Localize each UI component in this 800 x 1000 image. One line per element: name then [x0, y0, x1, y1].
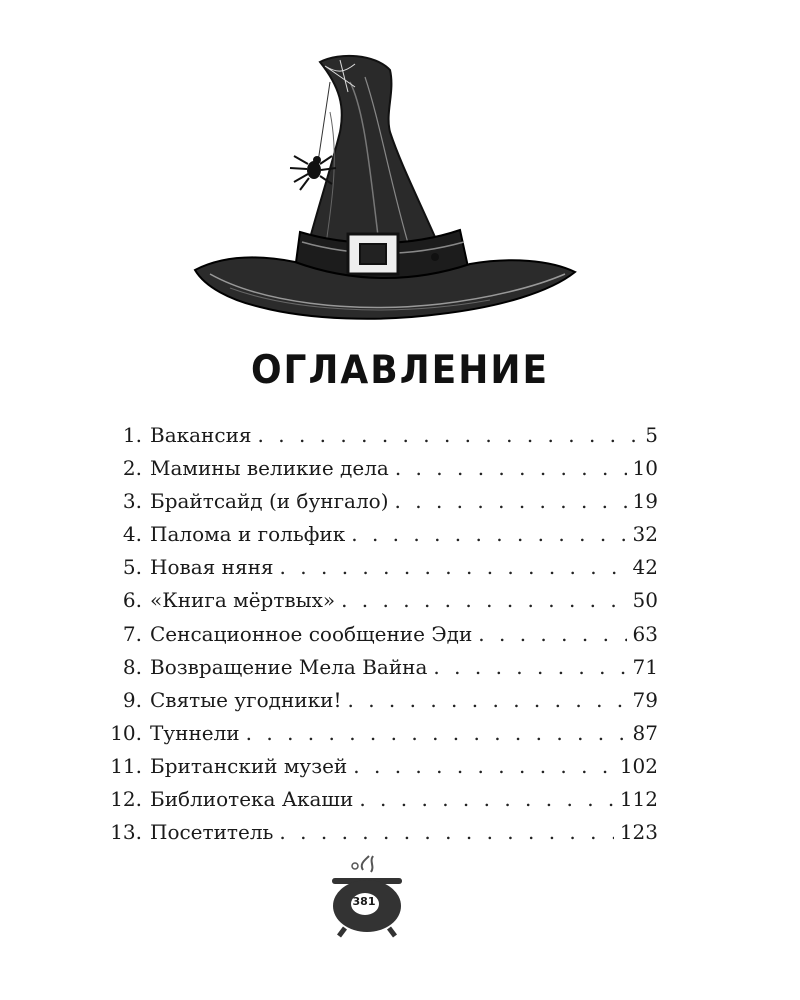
toc-leader-dots: [347, 688, 626, 712]
toc-entry-page: 50: [632, 588, 658, 613]
toc-entry: [90, 588, 658, 621]
toc-entry-number: 6.: [122, 588, 142, 613]
toc-leader-dots: [359, 787, 613, 811]
toc-entry-page: 19: [632, 489, 658, 514]
toc-entry-number: 1.: [122, 423, 142, 447]
toc-entry: [90, 820, 658, 853]
toc-leader-dots: [258, 423, 640, 447]
toc-entry-page: 123: [619, 820, 658, 845]
page-title: ОГЛАВЛЕНИЕ: [250, 348, 550, 393]
toc-entry: [90, 721, 658, 754]
toc-entry-title: Брайтсайд (и бунгало): [150, 489, 389, 514]
toc-leader-dots: [395, 456, 627, 480]
toc-entry-number: 2.: [122, 456, 142, 481]
toc-entry-title: Туннели: [150, 720, 240, 745]
toc-entry-page: 79: [632, 687, 658, 712]
toc-entry: [90, 522, 658, 555]
toc-entry-title: Палома и гольфик: [150, 522, 346, 547]
toc-entry-page: 102: [619, 753, 658, 778]
toc-entry: [90, 688, 658, 721]
toc-entry-title: «Книга мёртвых»: [150, 588, 336, 613]
toc-leader-dots: [280, 555, 627, 579]
toc-leader-dots: [433, 655, 626, 679]
witch-hat-icon: [190, 52, 580, 332]
toc-entry-page: 112: [619, 787, 658, 812]
toc-entry: [90, 423, 658, 456]
toc-entry-page: 10: [632, 456, 658, 481]
toc-entry-page: 5: [645, 423, 658, 447]
toc-entry-number: 7.: [122, 621, 142, 646]
toc-entry: [90, 456, 658, 489]
toc-entry-page: 71: [632, 654, 658, 679]
toc-entry-page: 42: [632, 555, 658, 580]
toc-entry-page: 63: [632, 621, 658, 646]
toc-entry-page: 32: [632, 522, 658, 547]
toc-entry-number: 10.: [110, 720, 142, 745]
toc-leader-dots: [478, 622, 626, 646]
toc-entry-title: Британский музей: [150, 753, 348, 778]
toc-entry-title: Посетитель: [150, 820, 274, 845]
toc-leader-dots: [395, 489, 627, 513]
table-of-contents: [90, 423, 658, 853]
toc-entry-title: Новая няня: [150, 555, 274, 580]
toc-entry-title: Мамины великие дела: [150, 456, 389, 481]
toc-entry: [90, 754, 658, 787]
toc-leader-dots: [341, 588, 626, 612]
toc-entry: [90, 622, 658, 655]
toc-entry: [90, 489, 658, 522]
page-number: 381: [352, 895, 376, 908]
toc-leader-dots: [353, 754, 614, 778]
toc-entry-number: 8.: [122, 654, 142, 679]
toc-entry-number: 5.: [122, 555, 142, 580]
toc-entry-number: 4.: [122, 522, 142, 547]
toc-entry-title: Возвращение Мела Вайна: [150, 654, 428, 679]
toc-entry: [90, 555, 658, 588]
toc-leader-dots: [351, 522, 626, 546]
toc-entry: [90, 787, 658, 820]
toc-entry-title: Сенсационное сообщение Эди: [150, 621, 473, 646]
toc-entry-number: 11.: [110, 753, 142, 778]
toc-leader-dots: [246, 721, 627, 745]
toc-entry-title: Вакансия: [150, 423, 252, 447]
toc-entry-number: 13.: [110, 820, 142, 845]
toc-leader-dots: [279, 820, 613, 844]
toc-entry-number: 9.: [122, 687, 142, 712]
toc-entry-number: 12.: [110, 787, 142, 812]
toc-entry-number: 3.: [122, 489, 142, 514]
toc-entry-title: Святые угодники!: [150, 687, 342, 712]
toc-entry-title: Библиотека Акаши: [150, 787, 354, 812]
toc-entry: [90, 655, 658, 688]
toc-entry-page: 87: [632, 720, 658, 745]
